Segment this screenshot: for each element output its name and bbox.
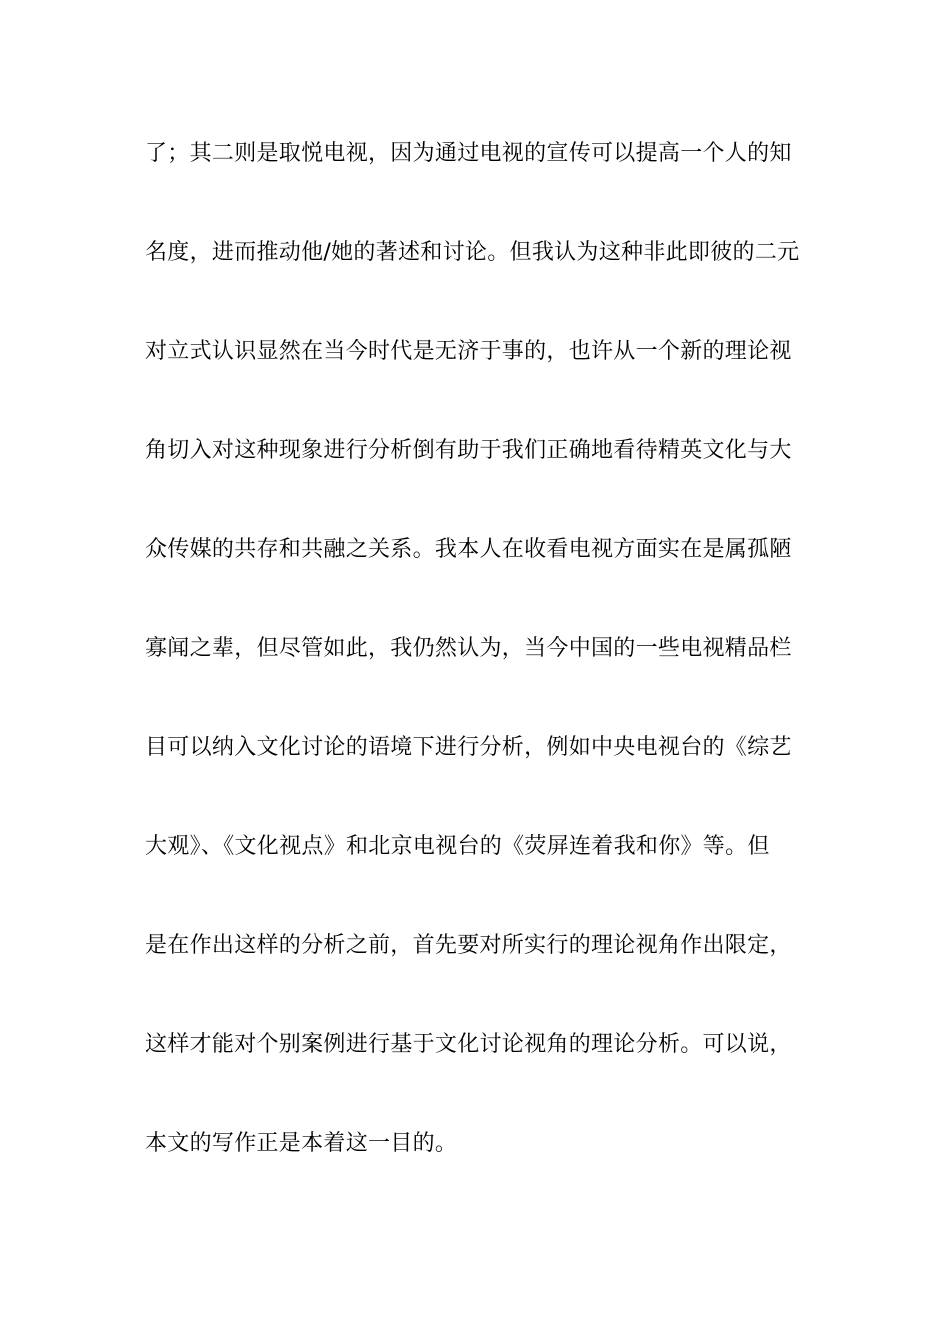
text-line: 本文的写作正是本着这一目的。 <box>145 1131 458 1156</box>
text-line: 寡闻之辈，但尽管如此，我仍然认为，当今中国的一些电视精品栏 <box>145 636 792 661</box>
text-line: 这样才能对个别案例进行基于文化讨论视角的理论分析。可以说， <box>145 1032 792 1057</box>
text-line: 了；其二则是取悦电视，因为通过电视的宣传可以提高一个人的知 <box>145 141 792 166</box>
text-line: 众传媒的共存和共融之关系。我本人在收看电视方面实在是属孤陋 <box>145 537 792 562</box>
text-line: 大观》、《文化视点》和北京电视台的《荧屏连着我和你》等。但 <box>145 834 770 859</box>
text-line: 是在作出这样的分析之前，首先要对所实行的理论视角作出限定， <box>145 933 792 958</box>
text-line: 对立式认识显然在当今时代是无济于事的，也许从一个新的理论视 <box>145 339 792 364</box>
body-paragraph <box>145 130 815 1219</box>
text-line: 角切入对这种现象进行分析倒有助于我们正确地看待精英文化与大 <box>145 438 792 463</box>
text-line: 名度，进而推动他/她的著述和讨论。但我认为这种非此即彼的二元 <box>145 240 800 265</box>
text-line: 目可以纳入文化讨论的语境下进行分析，例如中央电视台的《综艺 <box>145 735 792 760</box>
